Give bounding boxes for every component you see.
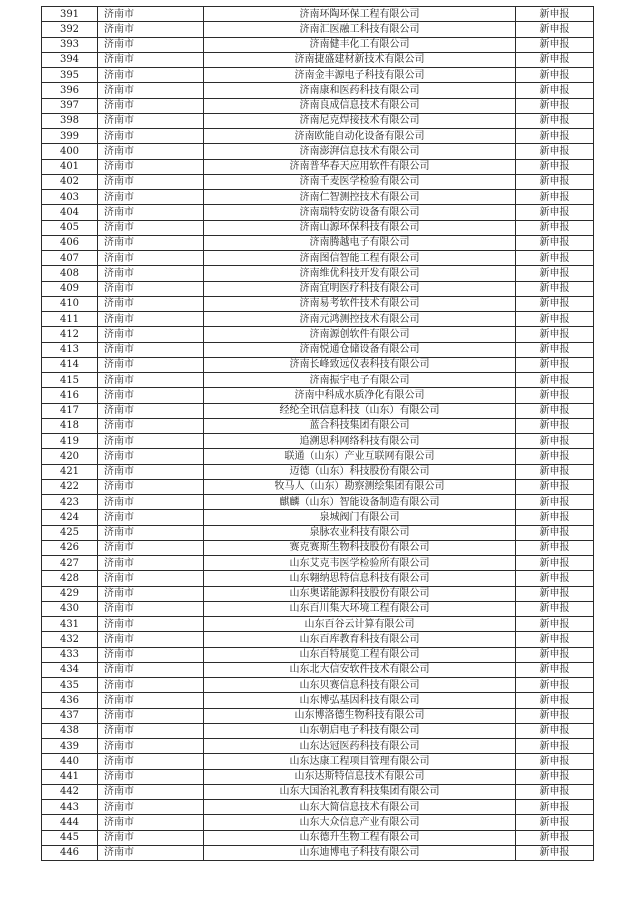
- city-cell: 济南市: [98, 52, 204, 67]
- status-cell: 新申报: [516, 159, 594, 174]
- status-cell: 新申报: [516, 845, 594, 860]
- table-row: [42, 708, 594, 723]
- city-cell: 济南市: [98, 174, 204, 189]
- row-number-cell: 427: [42, 556, 98, 571]
- company-name-cell: 山东达冠医药科技有限公司: [204, 739, 516, 754]
- city-cell: 济南市: [98, 159, 204, 174]
- row-number-cell: 426: [42, 540, 98, 555]
- status-cell: 新申报: [516, 479, 594, 494]
- table-row: [42, 556, 594, 571]
- row-number-cell: 424: [42, 510, 98, 525]
- row-number-cell: 428: [42, 571, 98, 586]
- status-cell: 新申报: [516, 7, 594, 22]
- city-cell: 济南市: [98, 388, 204, 403]
- table-row: [42, 662, 594, 677]
- company-name-cell: 山东北大信安软件技术有限公司: [204, 662, 516, 677]
- company-name-cell: 山东博洛德生物科技有限公司: [204, 708, 516, 723]
- city-cell: 济南市: [98, 22, 204, 37]
- city-cell: 济南市: [98, 266, 204, 281]
- status-cell: 新申报: [516, 373, 594, 388]
- table-row: [42, 296, 594, 311]
- table-row: [42, 312, 594, 327]
- company-name-cell: 济南瑞特安防设备有限公司: [204, 205, 516, 220]
- table-row: [42, 159, 594, 174]
- city-cell: 济南市: [98, 434, 204, 449]
- company-name-cell: 济南汇医融工科技有限公司: [204, 22, 516, 37]
- table-row: [42, 129, 594, 144]
- table-row: [42, 281, 594, 296]
- status-cell: 新申报: [516, 205, 594, 220]
- table-row: [42, 617, 594, 632]
- table-row: [42, 495, 594, 510]
- status-cell: 新申报: [516, 495, 594, 510]
- status-cell: 新申报: [516, 662, 594, 677]
- company-name-cell: 山东翱纳思特信息科技有限公司: [204, 571, 516, 586]
- company-name-cell: 济南环陶环保工程有限公司: [204, 7, 516, 22]
- company-name-cell: 济南悦通仓储设备有限公司: [204, 342, 516, 357]
- company-name-cell: 济南捷盛建材新技术有限公司: [204, 52, 516, 67]
- status-cell: 新申报: [516, 632, 594, 647]
- status-cell: 新申报: [516, 357, 594, 372]
- company-name-cell: 赛克赛斯生物科技股份有限公司: [204, 540, 516, 555]
- table-row: [42, 220, 594, 235]
- status-cell: 新申报: [516, 754, 594, 769]
- status-cell: 新申报: [516, 815, 594, 830]
- status-cell: 新申报: [516, 312, 594, 327]
- company-name-cell: 山东百特展览工程有限公司: [204, 647, 516, 662]
- row-number-cell: 414: [42, 357, 98, 372]
- status-cell: 新申报: [516, 449, 594, 464]
- status-cell: 新申报: [516, 190, 594, 205]
- row-number-cell: 417: [42, 403, 98, 418]
- company-name-cell: 迈德（山东）科技股份有限公司: [204, 464, 516, 479]
- status-cell: 新申报: [516, 37, 594, 52]
- company-name-cell: 济南维优科技开发有限公司: [204, 266, 516, 281]
- company-name-cell: 济南山源环保科技有限公司: [204, 220, 516, 235]
- row-number-cell: 429: [42, 586, 98, 601]
- row-number-cell: 418: [42, 418, 98, 433]
- table-row: [42, 647, 594, 662]
- status-cell: 新申报: [516, 723, 594, 738]
- status-cell: 新申报: [516, 830, 594, 845]
- table-row: [42, 464, 594, 479]
- table-row: [42, 479, 594, 494]
- table-row: [42, 373, 594, 388]
- company-name-cell: 麒麟（山东）智能设备制造有限公司: [204, 495, 516, 510]
- row-number-cell: 440: [42, 754, 98, 769]
- table-row: [42, 739, 594, 754]
- table-row: [42, 266, 594, 281]
- company-name-cell: 追溯思科网络科技有限公司: [204, 434, 516, 449]
- company-name-cell: 泉城阀门有限公司: [204, 510, 516, 525]
- city-cell: 济南市: [98, 556, 204, 571]
- company-name-cell: 泉脉农业科技有限公司: [204, 525, 516, 540]
- status-cell: 新申报: [516, 235, 594, 250]
- company-name-cell: 联通（山东）产业互联网有限公司: [204, 449, 516, 464]
- row-number-cell: 403: [42, 190, 98, 205]
- row-number-cell: 438: [42, 723, 98, 738]
- table-row: [42, 327, 594, 342]
- city-cell: 济南市: [98, 327, 204, 342]
- row-number-cell: 413: [42, 342, 98, 357]
- row-number-cell: 446: [42, 845, 98, 860]
- row-number-cell: 439: [42, 739, 98, 754]
- company-name-cell: 济南尼克焊接技术有限公司: [204, 113, 516, 128]
- row-number-cell: 432: [42, 632, 98, 647]
- company-name-cell: 济南振宇电子有限公司: [204, 373, 516, 388]
- city-cell: 济南市: [98, 693, 204, 708]
- city-cell: 济南市: [98, 113, 204, 128]
- table-row: [42, 723, 594, 738]
- row-number-cell: 444: [42, 815, 98, 830]
- company-name-cell: 山东奥诺能源科技股份有限公司: [204, 586, 516, 601]
- status-cell: 新申报: [516, 418, 594, 433]
- status-cell: 新申报: [516, 251, 594, 266]
- table-row: [42, 190, 594, 205]
- company-name-cell: 山东德升生物工程有限公司: [204, 830, 516, 845]
- row-number-cell: 431: [42, 617, 98, 632]
- company-name-cell: 济南易考软件技术有限公司: [204, 296, 516, 311]
- company-name-cell: 山东朝启电子科技有限公司: [204, 723, 516, 738]
- city-cell: 济南市: [98, 571, 204, 586]
- table-row: [42, 174, 594, 189]
- company-name-cell: 济南仁智测控技术有限公司: [204, 190, 516, 205]
- company-name-cell: 山东百库教育科技有限公司: [204, 632, 516, 647]
- company-name-cell: 山东百川集大环境工程有限公司: [204, 601, 516, 616]
- row-number-cell: 412: [42, 327, 98, 342]
- row-number-cell: 404: [42, 205, 98, 220]
- company-name-cell: 蓝合科技集团有限公司: [204, 418, 516, 433]
- city-cell: 济南市: [98, 662, 204, 677]
- city-cell: 济南市: [98, 129, 204, 144]
- city-cell: 济南市: [98, 708, 204, 723]
- row-number-cell: 423: [42, 495, 98, 510]
- company-name-cell: 济南宜明医疗科技有限公司: [204, 281, 516, 296]
- table-row: [42, 754, 594, 769]
- table-row: [42, 510, 594, 525]
- row-number-cell: 392: [42, 22, 98, 37]
- city-cell: 济南市: [98, 449, 204, 464]
- table-row: [42, 7, 594, 22]
- table-row: [42, 815, 594, 830]
- status-cell: 新申报: [516, 540, 594, 555]
- status-cell: 新申报: [516, 113, 594, 128]
- status-cell: 新申报: [516, 769, 594, 784]
- status-cell: 新申报: [516, 403, 594, 418]
- status-cell: 新申报: [516, 693, 594, 708]
- status-cell: 新申报: [516, 68, 594, 83]
- status-cell: 新申报: [516, 327, 594, 342]
- row-number-cell: 442: [42, 784, 98, 799]
- row-number-cell: 445: [42, 830, 98, 845]
- row-number-cell: 430: [42, 601, 98, 616]
- table-row: [42, 22, 594, 37]
- city-cell: 济南市: [98, 220, 204, 235]
- table-row: [42, 388, 594, 403]
- city-cell: 济南市: [98, 37, 204, 52]
- city-cell: 济南市: [98, 617, 204, 632]
- table-row: [42, 571, 594, 586]
- row-number-cell: 401: [42, 159, 98, 174]
- status-cell: 新申报: [516, 388, 594, 403]
- city-cell: 济南市: [98, 510, 204, 525]
- table-row: [42, 342, 594, 357]
- row-number-cell: 410: [42, 296, 98, 311]
- status-cell: 新申报: [516, 708, 594, 723]
- status-cell: 新申报: [516, 174, 594, 189]
- table-row: [42, 403, 594, 418]
- row-number-cell: 421: [42, 464, 98, 479]
- city-cell: 济南市: [98, 251, 204, 266]
- table-row: [42, 52, 594, 67]
- city-cell: 济南市: [98, 739, 204, 754]
- status-cell: 新申报: [516, 617, 594, 632]
- row-number-cell: 402: [42, 174, 98, 189]
- table-row: [42, 235, 594, 250]
- table-row: [42, 68, 594, 83]
- city-cell: 济南市: [98, 815, 204, 830]
- company-name-cell: 山东达康工程项目管理有限公司: [204, 754, 516, 769]
- city-cell: 济南市: [98, 7, 204, 22]
- city-cell: 济南市: [98, 525, 204, 540]
- table-row: [42, 845, 594, 860]
- city-cell: 济南市: [98, 495, 204, 510]
- status-cell: 新申报: [516, 22, 594, 37]
- city-cell: 济南市: [98, 144, 204, 159]
- company-name-cell: 山东大简信息技术有限公司: [204, 800, 516, 815]
- table-row: [42, 769, 594, 784]
- table-row: [42, 800, 594, 815]
- table-row: [42, 83, 594, 98]
- city-cell: 济南市: [98, 723, 204, 738]
- company-name-cell: 山东百谷云计算有限公司: [204, 617, 516, 632]
- row-number-cell: 415: [42, 373, 98, 388]
- company-name-cell: 济南源创软件有限公司: [204, 327, 516, 342]
- row-number-cell: 441: [42, 769, 98, 784]
- table-row: [42, 632, 594, 647]
- table-row: [42, 449, 594, 464]
- status-cell: 新申报: [516, 464, 594, 479]
- city-cell: 济南市: [98, 632, 204, 647]
- row-number-cell: 437: [42, 708, 98, 723]
- row-number-cell: 395: [42, 68, 98, 83]
- status-cell: 新申报: [516, 525, 594, 540]
- status-cell: 新申报: [516, 52, 594, 67]
- status-cell: 新申报: [516, 784, 594, 799]
- company-name-cell: 济南元鸿测控技术有限公司: [204, 312, 516, 327]
- status-cell: 新申报: [516, 739, 594, 754]
- city-cell: 济南市: [98, 235, 204, 250]
- company-name-cell: 济南腾越电子有限公司: [204, 235, 516, 250]
- table-row: [42, 144, 594, 159]
- company-name-cell: 济南千麦医学检验有限公司: [204, 174, 516, 189]
- city-cell: 济南市: [98, 205, 204, 220]
- city-cell: 济南市: [98, 464, 204, 479]
- row-number-cell: 393: [42, 37, 98, 52]
- city-cell: 济南市: [98, 601, 204, 616]
- company-name-cell: 山东大国治礼教育科技集团有限公司: [204, 784, 516, 799]
- city-cell: 济南市: [98, 373, 204, 388]
- table-row: [42, 830, 594, 845]
- company-name-cell: 山东迪博电子科技有限公司: [204, 845, 516, 860]
- table-row: [42, 434, 594, 449]
- document-page: [41, 6, 593, 861]
- city-cell: 济南市: [98, 342, 204, 357]
- city-cell: 济南市: [98, 845, 204, 860]
- company-name-cell: 济南金丰源电子科技有限公司: [204, 68, 516, 83]
- status-cell: 新申报: [516, 342, 594, 357]
- company-name-cell: 济南康和医药科技有限公司: [204, 83, 516, 98]
- company-name-cell: 牧马人（山东）勘察测绘集团有限公司: [204, 479, 516, 494]
- table-row: [42, 678, 594, 693]
- table-row: [42, 601, 594, 616]
- table-row: [42, 113, 594, 128]
- city-cell: 济南市: [98, 647, 204, 662]
- table-row: [42, 357, 594, 372]
- row-number-cell: 436: [42, 693, 98, 708]
- city-cell: 济南市: [98, 586, 204, 601]
- company-name-cell: 山东大众信息产业有限公司: [204, 815, 516, 830]
- row-number-cell: 394: [42, 52, 98, 67]
- status-cell: 新申报: [516, 571, 594, 586]
- company-name-cell: 济南健丰化工有限公司: [204, 37, 516, 52]
- row-number-cell: 406: [42, 235, 98, 250]
- company-name-cell: 山东达斯特信息技术有限公司: [204, 769, 516, 784]
- table-row: [42, 205, 594, 220]
- table-row: [42, 693, 594, 708]
- city-cell: 济南市: [98, 296, 204, 311]
- city-cell: 济南市: [98, 800, 204, 815]
- status-cell: 新申报: [516, 144, 594, 159]
- table-row: [42, 540, 594, 555]
- status-cell: 新申报: [516, 510, 594, 525]
- status-cell: 新申报: [516, 586, 594, 601]
- table-row: [42, 37, 594, 52]
- row-number-cell: 420: [42, 449, 98, 464]
- city-cell: 济南市: [98, 357, 204, 372]
- row-number-cell: 398: [42, 113, 98, 128]
- city-cell: 济南市: [98, 312, 204, 327]
- city-cell: 济南市: [98, 403, 204, 418]
- row-number-cell: 405: [42, 220, 98, 235]
- city-cell: 济南市: [98, 68, 204, 83]
- row-number-cell: 435: [42, 678, 98, 693]
- status-cell: 新申报: [516, 647, 594, 662]
- company-name-cell: 济南澎湃信息技术有限公司: [204, 144, 516, 159]
- row-number-cell: 425: [42, 525, 98, 540]
- city-cell: 济南市: [98, 540, 204, 555]
- status-cell: 新申报: [516, 98, 594, 113]
- row-number-cell: 419: [42, 434, 98, 449]
- city-cell: 济南市: [98, 479, 204, 494]
- company-name-cell: 山东艾克韦医学检验所有限公司: [204, 556, 516, 571]
- table-row: [42, 525, 594, 540]
- row-number-cell: 409: [42, 281, 98, 296]
- row-number-cell: 443: [42, 800, 98, 815]
- city-cell: 济南市: [98, 190, 204, 205]
- company-name-cell: 济南欧能自动化设备有限公司: [204, 129, 516, 144]
- company-name-cell: 济南图信智能工程有限公司: [204, 251, 516, 266]
- company-name-cell: 济南普华春天应用软件有限公司: [204, 159, 516, 174]
- status-cell: 新申报: [516, 220, 594, 235]
- status-cell: 新申报: [516, 800, 594, 815]
- city-cell: 济南市: [98, 830, 204, 845]
- company-name-cell: 济南良成信息技术有限公司: [204, 98, 516, 113]
- city-cell: 济南市: [98, 754, 204, 769]
- status-cell: 新申报: [516, 129, 594, 144]
- company-name-cell: 山东贝赛信息科技有限公司: [204, 678, 516, 693]
- status-cell: 新申报: [516, 434, 594, 449]
- company-name-cell: 山东博弘基因科技有限公司: [204, 693, 516, 708]
- table-row: [42, 251, 594, 266]
- status-cell: 新申报: [516, 556, 594, 571]
- status-cell: 新申报: [516, 601, 594, 616]
- company-name-cell: 济南中科成水质净化有限公司: [204, 388, 516, 403]
- row-number-cell: 411: [42, 312, 98, 327]
- table-row: [42, 98, 594, 113]
- city-cell: 济南市: [98, 769, 204, 784]
- row-number-cell: 391: [42, 7, 98, 22]
- city-cell: 济南市: [98, 678, 204, 693]
- city-cell: 济南市: [98, 83, 204, 98]
- table-row: [42, 418, 594, 433]
- row-number-cell: 434: [42, 662, 98, 677]
- row-number-cell: 408: [42, 266, 98, 281]
- table-body: [42, 7, 594, 861]
- status-cell: 新申报: [516, 678, 594, 693]
- row-number-cell: 416: [42, 388, 98, 403]
- row-number-cell: 399: [42, 129, 98, 144]
- table-row: [42, 784, 594, 799]
- company-list-table: [41, 6, 594, 861]
- company-name-cell: 济南长峰致远仪表科技有限公司: [204, 357, 516, 372]
- row-number-cell: 400: [42, 144, 98, 159]
- city-cell: 济南市: [98, 98, 204, 113]
- status-cell: 新申报: [516, 281, 594, 296]
- city-cell: 济南市: [98, 281, 204, 296]
- city-cell: 济南市: [98, 418, 204, 433]
- company-name-cell: 经纶全讯信息科技（山东）有限公司: [204, 403, 516, 418]
- row-number-cell: 433: [42, 647, 98, 662]
- row-number-cell: 396: [42, 83, 98, 98]
- row-number-cell: 407: [42, 251, 98, 266]
- row-number-cell: 397: [42, 98, 98, 113]
- status-cell: 新申报: [516, 266, 594, 281]
- status-cell: 新申报: [516, 296, 594, 311]
- status-cell: 新申报: [516, 83, 594, 98]
- row-number-cell: 422: [42, 479, 98, 494]
- table-row: [42, 586, 594, 601]
- city-cell: 济南市: [98, 784, 204, 799]
